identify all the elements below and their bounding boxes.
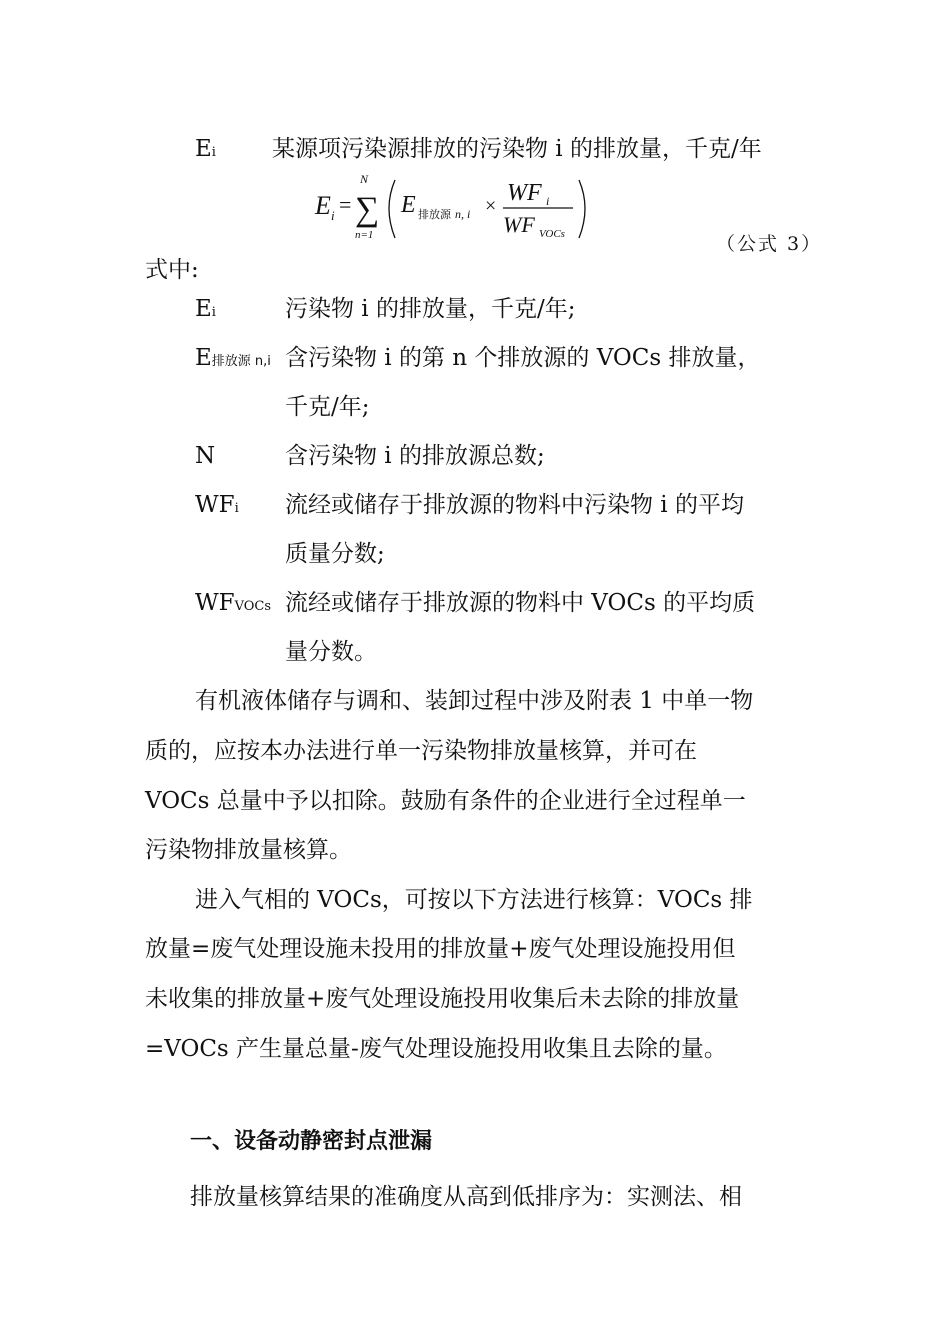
formula-term: E: [401, 192, 416, 218]
formula-left-paren: [389, 180, 395, 238]
paragraph-line: 质的，应按本办法进行单一污染物排放量核算，并可在: [145, 738, 697, 764]
formula-term-idx: n, i: [455, 207, 471, 221]
formula-label: （公式 3）: [716, 233, 823, 255]
paragraph-line: 排放量核算结果的准确度从高到低排序为：实测法、相: [190, 1184, 742, 1210]
formula-equals: =: [339, 192, 352, 217]
paragraph-line: 放量=废气处理设施未投用的排放量+废气处理设施投用但: [145, 936, 736, 962]
formula-3: [305, 168, 605, 248]
paragraph-line: 进入气相的 VOCs，可按以下方法进行核算：VOCs 排: [195, 887, 753, 913]
paragraph-line: 污染物排放量核算。: [145, 837, 352, 863]
paragraph-line: =VOCs 产生量总量-废气处理设施投用收集且去除的量。: [145, 1036, 727, 1062]
formula-numerator-sub: i: [546, 194, 550, 208]
formula-right-paren: [579, 180, 585, 238]
def-top-symbol: Ei: [195, 136, 216, 162]
def-symbol: N: [195, 443, 216, 469]
def-symbol: WFVOCs: [195, 590, 272, 616]
formula-lhs: E: [315, 191, 331, 220]
formula-numerator: WF: [507, 180, 542, 206]
def-text: 质量分数;: [285, 541, 385, 567]
paragraph-line: VOCs 总量中予以扣除。鼓励有条件的企业进行全过程单一: [145, 788, 746, 814]
formula-sigma: ∑: [355, 191, 380, 228]
section-heading: 一、设备动静密封点泄漏: [190, 1129, 433, 1154]
def-text: 流经或储存于排放源的物料中污染物 i 的平均: [285, 492, 744, 518]
def-text: 量分数。: [285, 639, 377, 665]
def-text: 流经或储存于排放源的物料中 VOCs 的平均质: [285, 590, 756, 616]
paragraph-line: 有机液体储存与调和、装卸过程中涉及附表 1 中单一物: [195, 688, 754, 714]
formula-denominator-sub: VOCs: [539, 228, 565, 240]
def-text: 污染物 i 的排放量，千克/年;: [285, 296, 576, 322]
def-symbol: E排放源 n,i: [195, 345, 271, 371]
formula-sum-upper: N: [360, 172, 369, 186]
formula-times: ×: [485, 195, 497, 217]
formula-lhs-sub: i: [331, 208, 335, 223]
def-symbol: Ei: [195, 296, 216, 322]
formula-term-sub: 排放源: [418, 208, 451, 221]
def-text: 含污染物 i 的第 n 个排放源的 VOCs 排放量，: [285, 345, 761, 371]
def-top-description: 某源项污染源排放的污染物 i 的排放量，千克/年: [272, 136, 762, 162]
formula-sum-lower: n=1: [355, 229, 374, 241]
def-symbol: WFi: [195, 492, 239, 518]
where-label: 式中:: [145, 257, 199, 283]
def-text: 含污染物 i 的排放源总数;: [285, 443, 545, 469]
formula-denominator: WF: [503, 212, 535, 237]
def-text: 千克/年;: [285, 394, 370, 420]
paragraph-line: 未收集的排放量+废气处理设施投用收集后未去除的排放量: [145, 986, 740, 1012]
